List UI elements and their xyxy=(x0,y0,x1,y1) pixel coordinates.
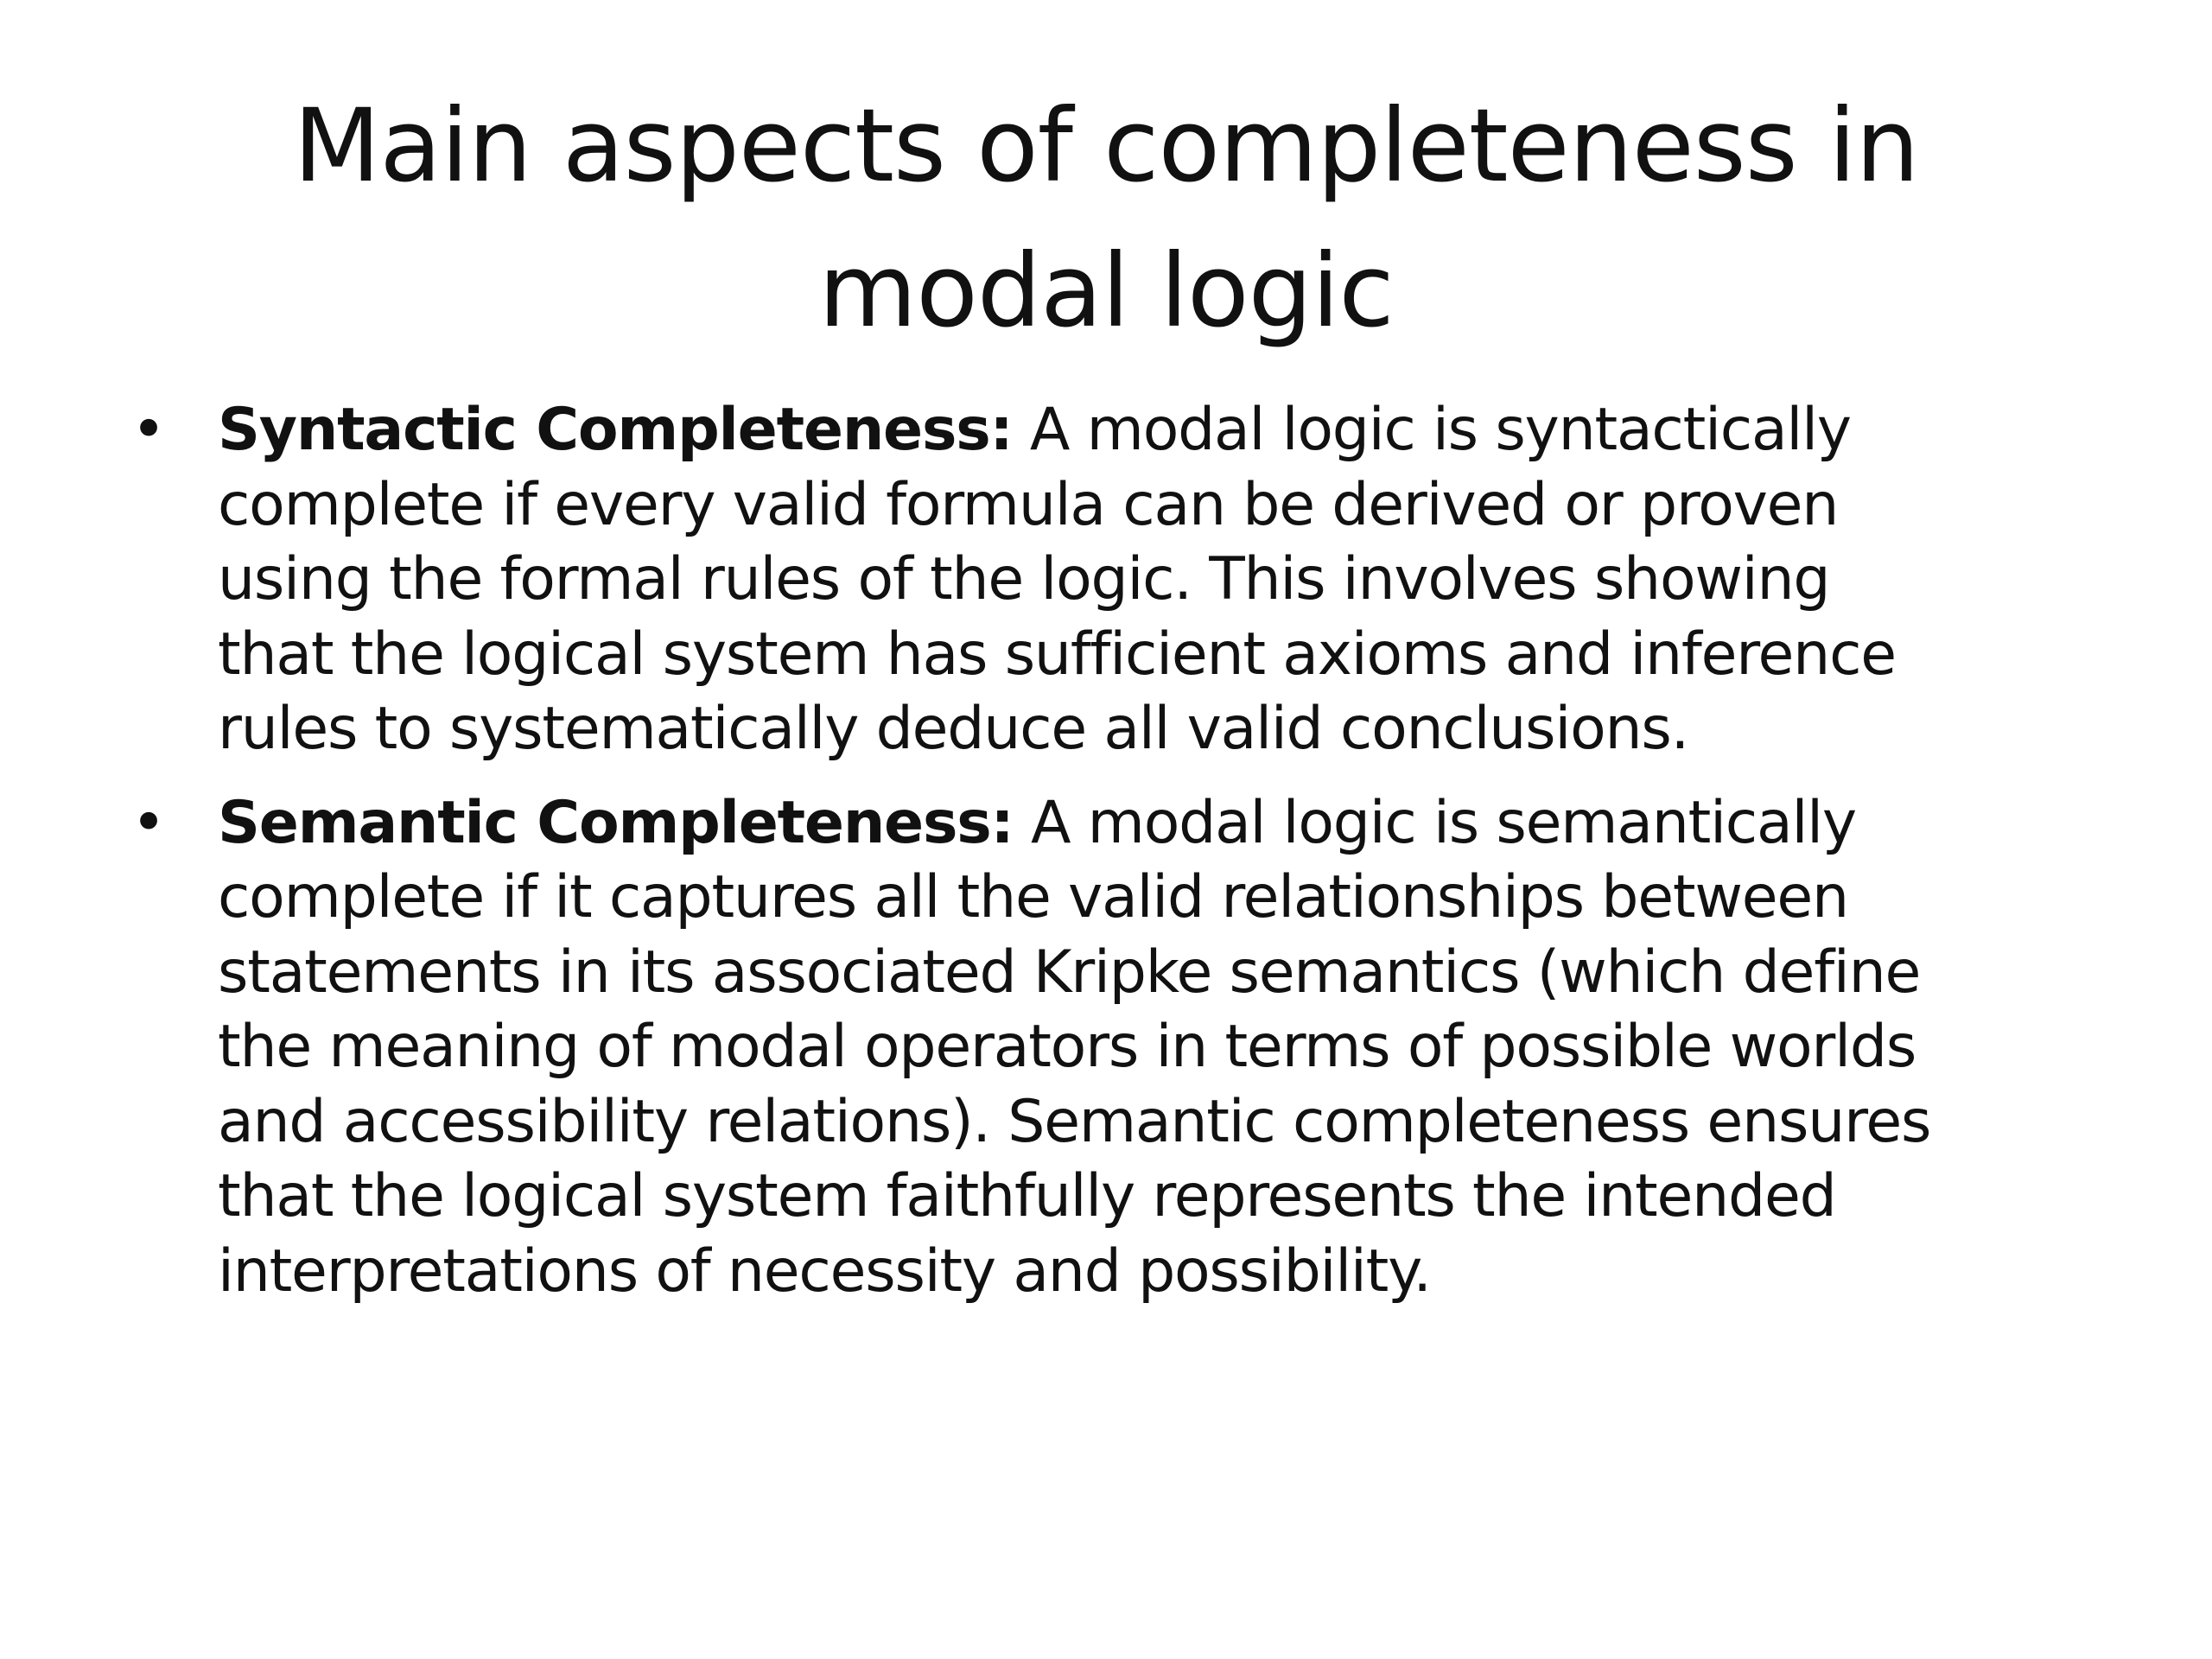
bullet-line: that the logical system faithfully represents the intended xyxy=(218,1162,1836,1230)
title-line: modal logic xyxy=(818,232,1394,350)
bullet-line: the meaning of modal operators in terms of possible worlds xyxy=(218,1013,1916,1081)
bullet-text: A modal logic is semantically xyxy=(1013,788,1856,857)
bullet-line: that the logical system has sufficient axioms and inference xyxy=(218,620,1896,689)
bullet-semantic-completeness xyxy=(0,786,2212,1310)
bullet-line: rules to systematically deduce all valid conclusions. xyxy=(218,695,1689,763)
title-line: Main aspects of completeness in xyxy=(293,86,1919,205)
bullet-line xyxy=(218,393,2177,468)
bullet-term: Syntactic Completeness: xyxy=(218,396,1013,464)
bullet-line: complete if it captures all the valid relationships between xyxy=(218,863,1848,931)
bullet-list xyxy=(0,393,2212,1328)
bullet-line: and accessibility relations). Semantic completeness ensures xyxy=(218,1087,1931,1156)
bullet-line: interpretations of necessity and possibility. xyxy=(218,1236,1431,1306)
bullet-term: Semantic Completeness: xyxy=(218,788,1014,857)
bullet-dot-icon: • xyxy=(131,788,165,857)
bullet-line: complete if every valid formula can be derived or proven xyxy=(218,470,1839,539)
slide-title xyxy=(173,73,2039,364)
bullet-line: using the formal rules of the logic. This involves showing xyxy=(218,545,1830,613)
bullet-syntactic-completeness xyxy=(0,393,2212,767)
bullet-dot-icon: • xyxy=(131,396,165,464)
bullet-line: statements in its associated Kripke semantics (which define xyxy=(218,938,1921,1007)
bullet-line xyxy=(218,786,2177,861)
bullet-text: A modal logic is syntactically xyxy=(1012,396,1851,464)
